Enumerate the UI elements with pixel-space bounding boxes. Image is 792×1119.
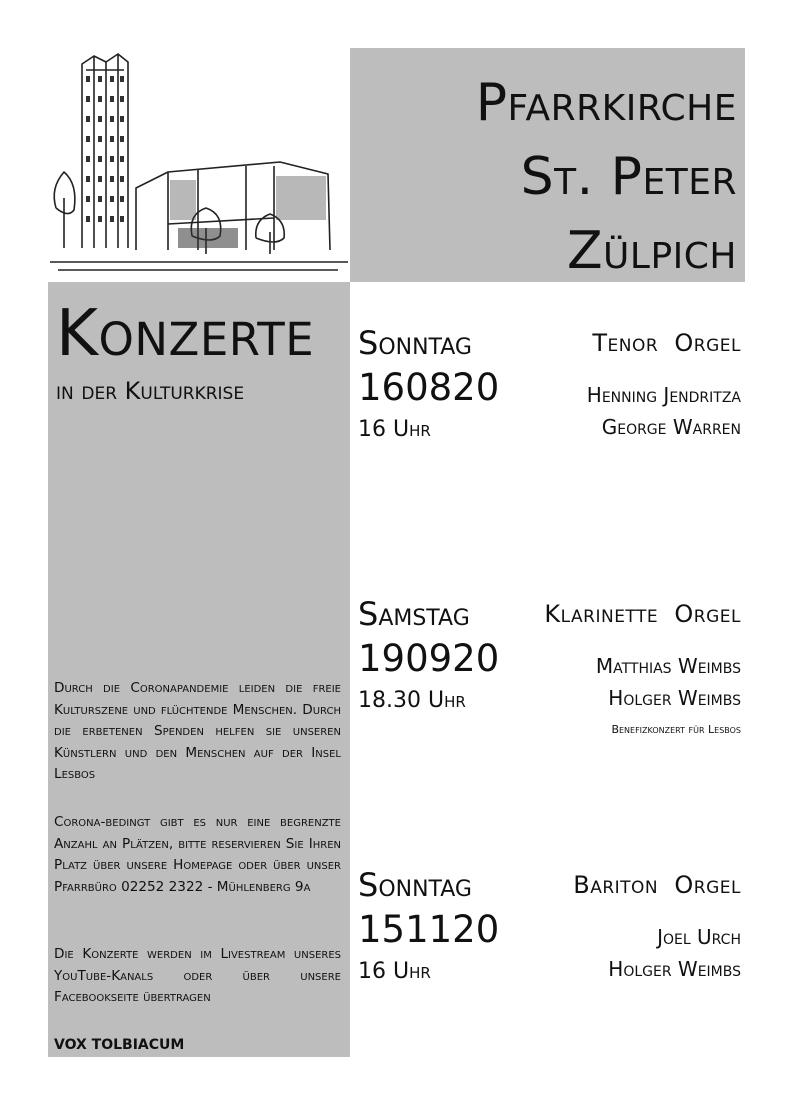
info-paragraph-reservation: Corona-bedingt gibt es nur eine begrenzte Anzahl an Plätzen, bitte reservieren Sie Ihren Platz über unsere Homepage oder über unser Pfarrbüro 02252 2322 - Mühlenberg 9a: [54, 814, 341, 895]
event-note: Benefizkonzert für Lesbos: [611, 723, 741, 736]
info-sidebar: [48, 282, 350, 1057]
header-line-2: St. Peter: [520, 147, 737, 207]
event-performer-1: Matthias Weimbs: [595, 654, 741, 678]
church-with-tower-sketch-icon: [48, 48, 350, 282]
page-title: Konzerte: [56, 297, 315, 371]
event-program: [544, 594, 741, 742]
event-date: 151120: [358, 908, 500, 951]
event-performer-2: George Warren: [601, 415, 741, 439]
event-program: [587, 323, 741, 443]
event-day: Samstag: [358, 595, 470, 633]
event-instruments: Klarinette Orgel: [544, 600, 741, 628]
info-paragraph-donations: Durch die Coronapandemie leiden die freie Kulturszene und flüchtende Menschen. Durch die erbetenen Spenden helfen sie unseren Künstlern und den Menschen auf der Insel Lesbos: [54, 680, 341, 783]
organizer-name: VOX TOLBIACUM: [54, 1037, 185, 1053]
event-time: 16 Uhr: [358, 417, 431, 442]
church-illustration: [48, 48, 350, 282]
event-day: Sonntag: [358, 324, 472, 362]
info-paragraph-livestream: Die Konzerte werden im Livestream unseres YouTube-Kanals oder über unsere Facebookseite übertragen: [54, 946, 341, 1006]
event-performer-2: Holger Weimbs: [608, 686, 741, 710]
event-performer-2: Holger Weimbs: [608, 957, 741, 981]
event-performer-1: Joel Urch: [657, 925, 741, 949]
page-subtitle: in der Kulturkrise: [56, 377, 245, 405]
event-time: 18.30 Uhr: [358, 688, 466, 713]
church-name-header: [350, 48, 745, 282]
concert-event-3: [358, 865, 745, 1025]
event-date: 160820: [358, 366, 500, 409]
concert-event-1: [358, 323, 745, 483]
event-day: Sonntag: [358, 866, 472, 904]
event-performer-1: Henning Jendritza: [586, 383, 741, 407]
event-instruments: Tenor Orgel: [592, 329, 741, 357]
header-line-1: Pfarrkirche: [475, 73, 737, 133]
event-program: [573, 865, 741, 985]
header-line-3: Zülpich: [566, 221, 737, 281]
event-date: 190920: [358, 637, 500, 680]
event-time: 16 Uhr: [358, 959, 431, 984]
event-instruments: Bariton Orgel: [573, 871, 741, 899]
concert-event-2: [358, 594, 745, 754]
